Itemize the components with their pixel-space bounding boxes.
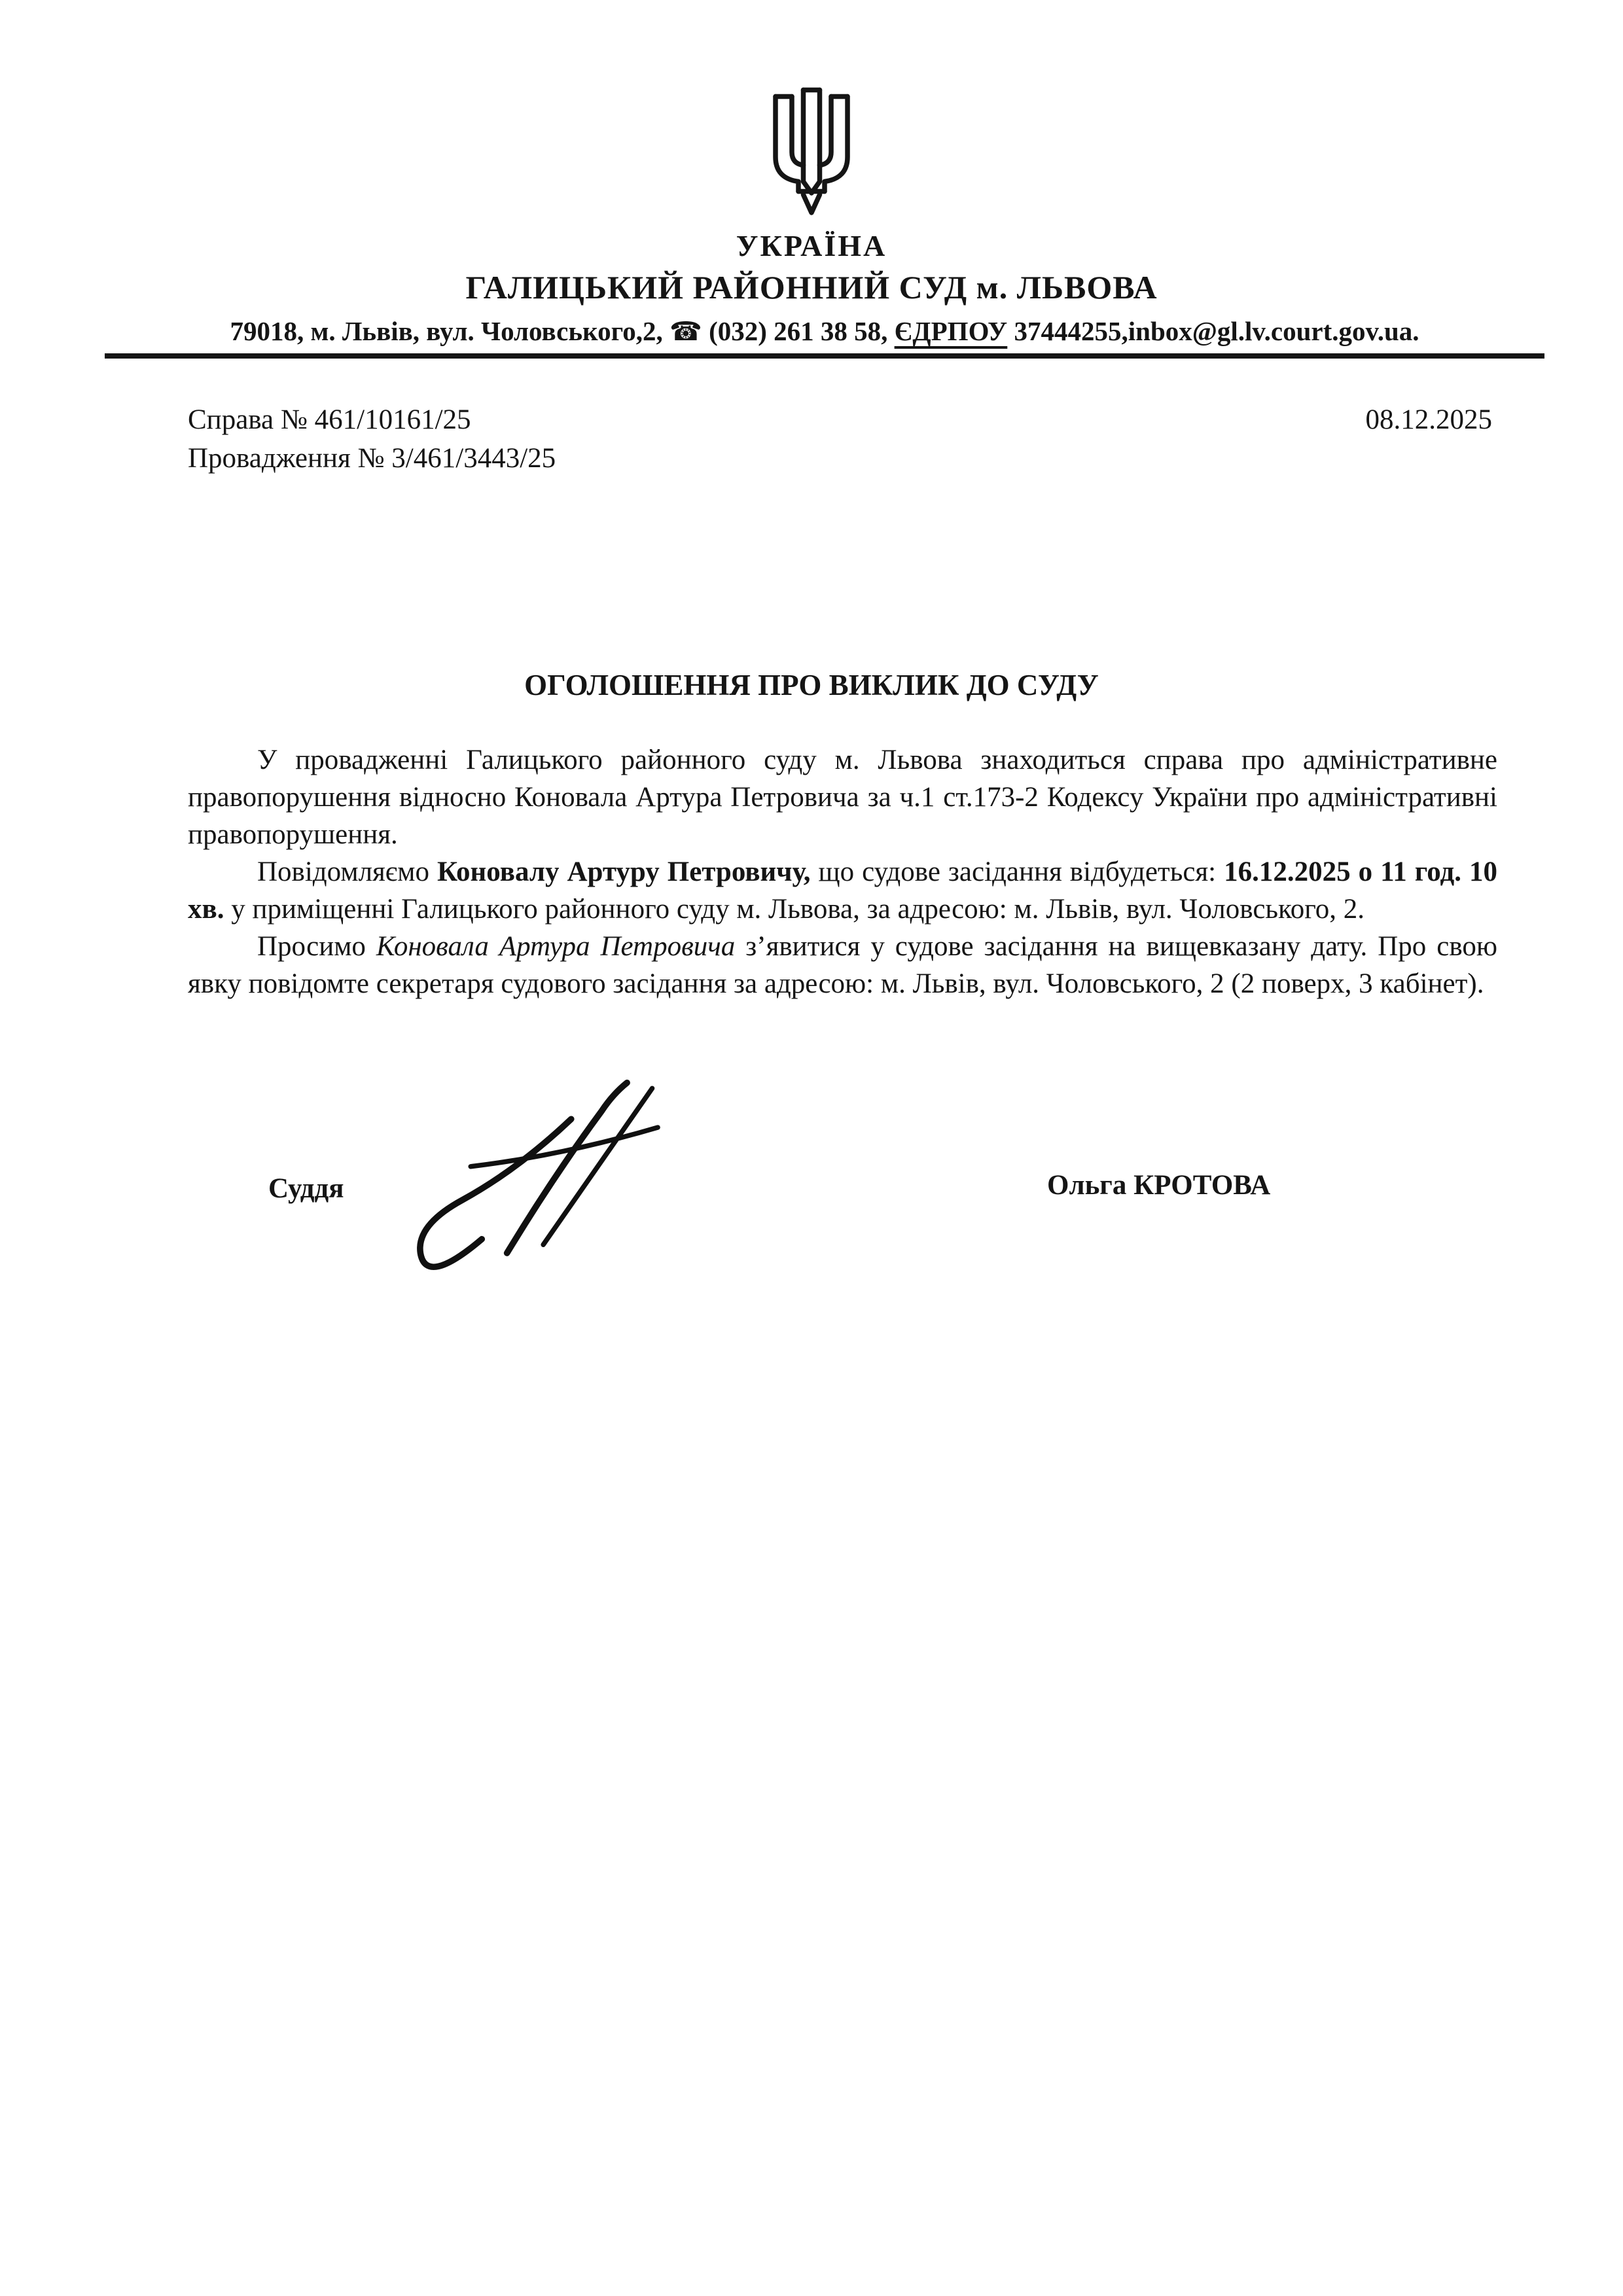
judge-name: Ольга КРОТОВА: [1047, 1169, 1271, 1201]
text-run: що судове засідання відбудеться:: [810, 856, 1224, 887]
text-run: Просимо: [257, 930, 376, 962]
judge-signature-icon: [406, 1074, 720, 1284]
court-phone: (032) 261 38 58,: [702, 316, 895, 346]
signature-block: [0, 1074, 1623, 1310]
header-divider: [105, 353, 1544, 359]
text-run: У провадженні Галицького районного суду м. Львова знаходиться справа про адміністративне правопорушення відносно Коновала Артура Петровича за ч.1 ст.173-2 Кодексу України про адміністративні правопорушення.: [188, 744, 1497, 850]
paragraph-appearance-request: [188, 928, 1497, 1002]
edrpou-email: 37444255,inbox@gl.lv.court.gov.ua.: [1007, 316, 1419, 346]
edrpou-label: ЄДРПОУ: [894, 316, 1008, 346]
judge-label: Суддя: [268, 1173, 344, 1204]
defendant-name-italic: Коновала Артура Петровича: [376, 930, 736, 962]
text-run: Повідомляємо: [257, 856, 437, 887]
court-address: 79018, м. Львів, вул. Чоловського,2,: [230, 316, 669, 346]
text-run: у приміщенні Галицького районного суду м. Львова, за адресою: м. Львів, вул. Чоловського, 2.: [224, 893, 1365, 925]
court-contact-line: [105, 315, 1544, 347]
document-date: 08.12.2025: [1365, 404, 1492, 435]
ukraine-trident-emblem-icon: [756, 85, 867, 219]
case-number: Справа № 461/10161/25: [188, 404, 471, 435]
paragraph-case-info: [188, 741, 1497, 853]
case-meta-left: [188, 400, 556, 478]
proceeding-number: Провадження № 3/461/3443/25: [188, 443, 556, 474]
court-name: ГАЛИЦЬКИЙ РАЙОННИЙ СУД м. ЛЬВОВА: [465, 269, 1158, 306]
country-name: УКРАЇНА: [736, 229, 887, 262]
case-meta: [188, 400, 1492, 478]
phone-icon: ☎: [669, 317, 702, 347]
paragraph-hearing-notice: [188, 853, 1497, 928]
hearing-datetime: 16.12.2025 о 11 год. 10 хв.: [188, 856, 1497, 925]
document-title: ОГОЛОШЕННЯ ПРО ВИКЛИК ДО СУДУ: [524, 668, 1099, 701]
document-body: [188, 741, 1497, 1002]
defendant-name-bold: Коновалу Артуру Петровичу,: [437, 856, 811, 887]
text-run: з’явитися у судове засідання на вищевказану дату. Про свою явку повідомте секретаря судового засідання за адресою: м. Львів, вул. Чоловського, 2 (2 поверх, 3 кабінет).: [188, 930, 1498, 999]
